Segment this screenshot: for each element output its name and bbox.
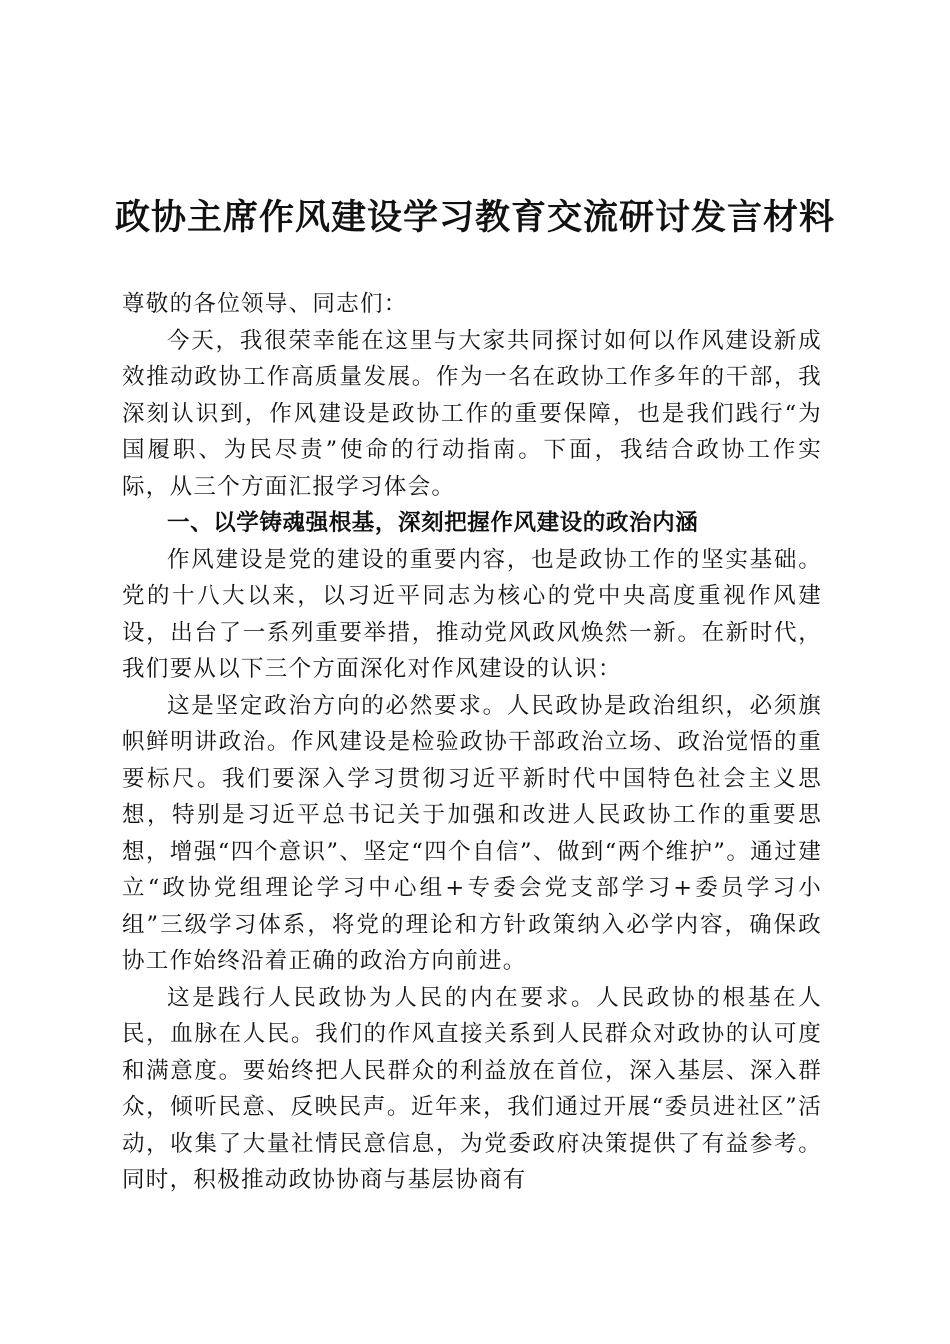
document-title: 政协主席作风建设学习教育交流研讨发言材料 (114, 197, 835, 238)
paragraph: 作风建设是党的建设的重要内容，也是政协工作的坚实基础。党的十八大以来，以习近平同志为核心的党中央高度重视作风建设，出台了一系列重要举措，推动党风政风焕然一新。在新时代，我们要从以下三个方面深化对作风建设的认识： (122, 546, 822, 682)
salutation: 尊敬的各位领导、同志们： (122, 291, 408, 317)
paragraph: 这是坚定政治方向的必然要求。人民政协是政治组织，必须旗帜鲜明讲政治。作风建设是检验政协干部政治立场、政治觉悟的重要标尺。我们要深入学习贯彻习近平新时代中国特色社会主义思想，特别是习近平总书记关于加强和改进人民政协工作的重要思想，增强“四个意识”、坚定“四个自信”、做到“两个维护”。通过建立“政协党组理论学习中心组+专委会党支部学习+委员学习小组”三级学习体系，将党的理论和方针政策纳入必学内容，确保政协工作始终沿着正确的政治方向前进。 (122, 692, 822, 974)
document-body (122, 286, 822, 1199)
paragraph: 这是践行人民政协为人民的内在要求。人民政协的根基在人民，血脉在人民。我们的作风直接关系到人民群众对政协的认可度和满意度。要始终把人民群众的利益放在首位，深入基层、深入群众，倾听民意、反映民声。近年来，我们通过开展“委员进社区”活动，收集了大量社情民意信息，为党委政府决策提供了有益参考。同时，积极推动政协协商与基层协商有 (122, 984, 822, 1193)
section-heading: 一、以学铸魂强根基，深刻把握作风建设的政治内涵 (167, 510, 699, 536)
paragraph-intro: 今天，我很荣幸能在这里与大家共同探讨如何以作风建设新成效推动政协工作高质量发展。作为一名在政协工作多年的干部，我深刻认识到，作风建设是政协工作的重要保障，也是我们践行“为国履职、为民尽责”使命的行动指南。下面，我结合政协工作实际，从三个方面汇报学习体会。 (122, 327, 822, 500)
